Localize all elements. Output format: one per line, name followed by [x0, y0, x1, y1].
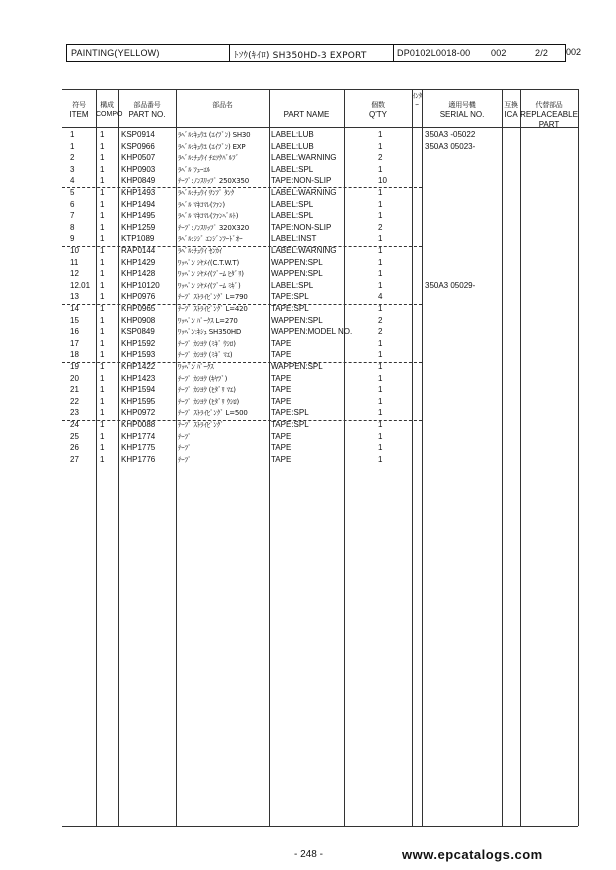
- cell-part-no: KHP0965: [121, 304, 156, 313]
- cell-item: 21: [70, 385, 79, 395]
- cell-qty: 1: [378, 188, 383, 197]
- cell-item: 22: [70, 396, 79, 406]
- cell-item: 5: [70, 188, 75, 197]
- header-model: ﾄｿｳ(ｷｲﾛ) SH350HD-3 EXPORT: [234, 51, 367, 61]
- cell-compo: 1: [100, 130, 105, 139]
- cell-part-name: TAPE: [271, 338, 292, 348]
- cell-item: 2: [70, 153, 75, 163]
- cell-serial: 350A3 -05022: [425, 130, 476, 139]
- cell-part-no: KHP10120: [121, 280, 160, 290]
- cell-compo: 1: [100, 269, 105, 279]
- cell-serial: 350A3 05029-: [425, 280, 476, 290]
- cell-qty: 1: [378, 211, 383, 221]
- cell-part-name: LABEL:WARNING: [271, 153, 337, 163]
- cell-qty: 1: [378, 338, 383, 348]
- cell-part-name: TAPE:SPL: [271, 304, 309, 313]
- colhead-part-no: 部品番号 PART NO.: [128, 101, 166, 119]
- table-top-rule: [62, 89, 578, 90]
- header-doc-no: DP0102L0018-00: [397, 48, 471, 58]
- cell-part-name: TAPE: [271, 373, 292, 383]
- cell-name-jp: ﾃｰﾌﾟ ｶｼﾖｸ (ﾐｷﾞ ｳｼﾛ): [178, 339, 236, 348]
- cell-name-jp: ﾗﾍﾞﾙ:ﾁｭｳｲ ｻﾝﾌﾟ ﾀﾝｸ: [178, 189, 235, 197]
- cell-qty: 1: [378, 257, 383, 267]
- cell-item: 7: [70, 211, 75, 221]
- cell-part-name: TAPE:NON-SLIP: [271, 176, 332, 186]
- header-section: PAINTING(YELLOW): [71, 48, 160, 58]
- col-sep: [269, 89, 270, 826]
- cell-name-jp: ﾗﾍﾞﾙ ﾏｷｺﾏﾚ(ﾌｧﾝ): [178, 200, 225, 209]
- cell-compo: 1: [100, 408, 105, 418]
- cell-name-jp: ﾃｰﾌﾟ: [178, 432, 192, 441]
- cell-name-jp: ﾜｯﾍﾟﾝ:ｷｼｭ SH350HD: [178, 328, 242, 337]
- header-model-cell: [230, 45, 394, 61]
- col-sep: [412, 89, 413, 826]
- cell-item: 11: [70, 257, 79, 267]
- cell-qty: 1: [378, 454, 383, 464]
- cell-compo: 1: [100, 338, 105, 348]
- cell-part-no: KHP1775: [121, 443, 156, 453]
- col-sep: [118, 89, 119, 826]
- cell-part-name: WAPPEN:SPL: [271, 269, 323, 279]
- cell-qty: 2: [378, 153, 383, 163]
- cell-name-jp: ﾗﾍﾞﾙ:ﾁｭｳｲ ｾﾝｶｲ: [178, 247, 222, 255]
- col-sep: [520, 89, 521, 826]
- cell-item: 20: [70, 373, 79, 383]
- cell-part-no: KHP1592: [121, 338, 156, 348]
- cell-compo: 1: [100, 327, 105, 337]
- col-sep: [578, 89, 579, 826]
- cell-name-jp: ﾃｰﾌﾟ: [178, 444, 192, 453]
- cell-name-jp: ﾃｰﾌﾟ: [178, 455, 192, 464]
- cell-part-no: KHP0908: [121, 315, 156, 325]
- colhead-serial: 適用号機 SERIAL NO.: [439, 101, 485, 119]
- cell-part-name: TAPE: [271, 443, 292, 453]
- table-head-rule: [62, 127, 578, 128]
- header-rev: 002: [491, 48, 507, 58]
- cell-qty: 1: [378, 408, 383, 418]
- cell-item: 8: [70, 222, 75, 232]
- cell-part-no: KHP0972: [121, 408, 156, 418]
- header-box: [66, 44, 566, 62]
- cell-name-jp: ﾜｯﾍﾟﾝ ｼﾔﾒｲ(C.T.W.T): [178, 258, 239, 267]
- cell-name-jp: ﾗﾍﾞﾙ:ｷｭｳﾕ (ｴｲﾌﾞﾝ) SH30: [178, 131, 251, 139]
- cell-name-jp: ﾃｰﾌﾟ ｶｼﾖｸ (ｷﾔﾌﾞ): [178, 374, 228, 383]
- cell-qty: 10: [378, 176, 387, 186]
- cell-part-no: RAP0144: [121, 246, 156, 255]
- cell-compo: 1: [100, 373, 105, 383]
- cell-compo: 1: [100, 362, 105, 371]
- cell-name-jp: ﾃｰﾌﾟ:ﾉﾝｽﾘｯﾌﾟ 250X350: [178, 177, 250, 186]
- cell-part-name: TAPE:SPL: [271, 408, 309, 418]
- cell-qty: 1: [378, 269, 383, 279]
- cell-compo: 1: [100, 188, 105, 197]
- colhead-qty: 個数 Q'TY: [369, 101, 387, 119]
- colhead-part-name: PART NAME: [283, 110, 330, 119]
- cell-item: 12.01: [70, 280, 91, 290]
- cell-item: 10: [70, 246, 79, 255]
- cell-part-no: KSP0914: [121, 130, 155, 139]
- cell-item: 12: [70, 269, 79, 279]
- cell-compo: 1: [100, 420, 105, 429]
- cell-part-name: TAPE:SPL: [271, 420, 309, 429]
- cell-name-jp: ﾃｰﾌﾟ ｽﾄﾗｲﾋﾟﾝｸﾞ L=420: [178, 305, 248, 313]
- cell-item: 16: [70, 327, 79, 337]
- cell-item: 24: [70, 420, 79, 429]
- cell-item: 26: [70, 443, 79, 453]
- cell-qty: 1: [378, 373, 383, 383]
- cell-name-jp: ﾜｯﾍﾟﾝ ﾊﾟｰｸｽ: [178, 363, 214, 371]
- cell-name-jp: ﾃｰﾌﾟ ｶｼﾖｸ (ﾐｷﾞ ﾏｴ): [178, 351, 233, 360]
- colhead-replaceable: 代替部品 REPLACEABLE PART: [520, 101, 578, 129]
- cell-compo: 1: [100, 176, 105, 186]
- cell-name-jp: ﾃｰﾌﾟ ｽﾄﾗｲﾋﾟﾝｸﾞ: [178, 421, 224, 429]
- header-side-code: 002: [566, 47, 582, 57]
- cell-part-name: LABEL:INST: [271, 234, 317, 244]
- cell-qty: 1: [378, 396, 383, 406]
- cell-compo: 1: [100, 315, 105, 325]
- cell-name-jp: ﾃｰﾌﾟ ｶｼﾖｸ (ﾋﾀﾞﾘ ﾏｴ): [178, 386, 236, 395]
- cell-qty: 1: [378, 350, 383, 360]
- cell-part-no: KHP0849: [121, 176, 156, 186]
- cell-qty: 1: [378, 304, 383, 313]
- cell-part-name: TAPE: [271, 350, 292, 360]
- cell-compo: 1: [100, 164, 105, 174]
- cell-part-name: WAPPEN:SPL: [271, 257, 323, 267]
- group-separator: [62, 187, 422, 188]
- cell-item: 17: [70, 338, 79, 348]
- cell-compo: 1: [100, 246, 105, 255]
- cell-item: 1: [70, 141, 75, 151]
- cell-qty: 1: [378, 164, 383, 174]
- cell-serial: 350A3 05023-: [425, 141, 476, 151]
- cell-qty: 1: [378, 130, 383, 139]
- cell-part-no: KSP0966: [121, 141, 155, 151]
- cell-name-jp: ﾗﾍﾞﾙ:ｷｭｳﾕ (ｴｲﾌﾞﾝ) EXP: [178, 142, 246, 151]
- col-sep: [422, 89, 423, 826]
- cell-qty: 1: [378, 141, 383, 151]
- cell-name-jp: ﾜｯﾍﾟﾝ ｼﾔﾒｲ(ﾌﾞｰﾑ ﾐｷﾞ): [178, 281, 241, 290]
- cell-item: 3: [70, 164, 75, 174]
- cell-part-name: LABEL:WARNING: [271, 188, 337, 197]
- cell-compo: 1: [100, 443, 105, 453]
- cell-name-jp: ﾜｯﾍﾟﾝ ﾊﾟｰｸｽ L=270: [178, 316, 238, 325]
- cell-name-jp: ﾗﾍﾞﾙ ﾌｭｰｴﾙ: [178, 165, 210, 174]
- cell-part-name: WAPPEN:MODEL NO.: [271, 327, 353, 337]
- cell-item: 18: [70, 350, 79, 360]
- table-bottom-rule: [62, 826, 578, 827]
- cell-compo: 1: [100, 292, 105, 302]
- cell-qty: 1: [378, 385, 383, 395]
- header-doc-cell: [394, 45, 565, 61]
- cell-compo: 1: [100, 350, 105, 360]
- cell-name-jp: ﾗﾍﾞﾙ:ﾁｭｳｲ ﾁｴﾂｸﾊﾞﾙﾌﾞ: [178, 154, 239, 163]
- cell-qty: 1: [378, 420, 383, 429]
- col-sep: [96, 89, 97, 826]
- group-separator: [62, 246, 422, 247]
- cell-item: 25: [70, 431, 79, 441]
- cell-part-no: KHP1594: [121, 385, 156, 395]
- cell-part-no: KHP0088: [121, 420, 156, 429]
- col-sep: [502, 89, 503, 826]
- colhead-compo: 構成 COMPO: [96, 101, 123, 118]
- cell-part-name: LABEL:LUB: [271, 141, 314, 151]
- cell-name-jp: ﾜｯﾍﾟﾝ ｼﾔﾒｲ(ﾌﾞｰﾑ ﾋﾀﾞﾘ): [178, 270, 244, 279]
- cell-part-name: TAPE: [271, 454, 292, 464]
- cell-item: 23: [70, 408, 79, 418]
- cell-part-no: KHP1428: [121, 269, 156, 279]
- cell-item: 15: [70, 315, 79, 325]
- cell-qty: 1: [378, 246, 383, 255]
- cell-part-name: LABEL:SPL: [271, 211, 314, 221]
- cell-part-name: TAPE: [271, 396, 292, 406]
- cell-qty: 2: [378, 222, 383, 232]
- group-separator: [62, 420, 422, 421]
- colhead-name-jp: 部品名: [212, 101, 233, 109]
- cell-compo: 1: [100, 141, 105, 151]
- cell-compo: 1: [100, 153, 105, 163]
- cell-part-no: KHP1429: [121, 257, 156, 267]
- cell-part-name: LABEL:SPL: [271, 164, 314, 174]
- cell-item: 6: [70, 199, 75, 209]
- cell-part-no: KHP1422: [121, 362, 156, 371]
- cell-compo: 1: [100, 222, 105, 232]
- cell-qty: 2: [378, 315, 383, 325]
- cell-part-no: KHP1493: [121, 188, 156, 197]
- cell-compo: 1: [100, 234, 105, 244]
- cell-compo: 1: [100, 454, 105, 464]
- cell-item: 19: [70, 362, 79, 371]
- cell-part-no: KHP1423: [121, 373, 156, 383]
- cell-compo: 1: [100, 211, 105, 221]
- cell-part-name: TAPE:NON-SLIP: [271, 222, 332, 232]
- cell-part-name: LABEL:SPL: [271, 280, 314, 290]
- cell-part-no: KHP1593: [121, 350, 156, 360]
- cell-name-jp: ﾃｰﾌﾟ ｶｼﾖｸ (ﾋﾀﾞﾘ ｳｼﾛ): [178, 397, 240, 406]
- cell-part-name: TAPE: [271, 385, 292, 395]
- cell-part-name: WAPPEN:SPL: [271, 362, 323, 371]
- cell-item: 13: [70, 292, 79, 302]
- cell-part-no: KHP1494: [121, 199, 156, 209]
- cell-item: 9: [70, 234, 75, 244]
- cell-part-no: KHP0903: [121, 164, 156, 174]
- page-number: - 248 -: [294, 849, 323, 860]
- cell-qty: 1: [378, 234, 383, 244]
- col-sep: [344, 89, 345, 826]
- colhead-item: 符号 ITEM: [69, 101, 89, 119]
- cell-part-no: KHP1259: [121, 222, 156, 232]
- cell-part-no: KHP1595: [121, 396, 156, 406]
- cell-part-no: KSP0849: [121, 327, 155, 337]
- cell-part-no: KHP1776: [121, 454, 156, 464]
- cell-part-name: TAPE: [271, 431, 292, 441]
- cell-part-no: KHP1495: [121, 211, 156, 221]
- cell-name-jp: ﾃｰﾌﾟ ｽﾄﾗｲﾋﾟﾝｸﾞ L=790: [178, 293, 248, 302]
- header-section-cell: [67, 45, 230, 61]
- cell-compo: 1: [100, 385, 105, 395]
- cell-item: 1: [70, 130, 75, 139]
- site-watermark: www.epcatalogs.com: [402, 847, 543, 862]
- cell-part-no: KHP1774: [121, 431, 156, 441]
- cell-name-jp: ﾗﾍﾞﾙ ﾏｷｺﾏﾚ(ﾌｧﾝﾍﾞﾙﾄ): [178, 212, 239, 221]
- cell-part-no: KTP1089: [121, 234, 155, 244]
- cell-compo: 1: [100, 431, 105, 441]
- cell-qty: 4: [378, 292, 383, 302]
- cell-item: 27: [70, 454, 79, 464]
- cell-qty: 2: [378, 327, 383, 337]
- colhead-inter: ｲﾝﾀｰ: [412, 92, 422, 109]
- col-sep: [176, 89, 177, 826]
- cell-qty: 1: [378, 431, 383, 441]
- cell-item: 4: [70, 176, 75, 186]
- cell-compo: 1: [100, 257, 105, 267]
- cell-qty: 1: [378, 362, 383, 371]
- header-page: 2/2: [535, 48, 549, 58]
- cell-qty: 1: [378, 443, 383, 453]
- cell-name-jp: ﾃｰﾌﾟ ｽﾄﾗｲﾋﾟﾝｸﾞ L=500: [178, 409, 248, 418]
- cell-part-name: TAPE:SPL: [271, 292, 309, 302]
- cell-part-name: LABEL:WARNING: [271, 246, 337, 255]
- group-separator: [62, 362, 422, 363]
- cell-item: 14: [70, 304, 79, 313]
- colhead-ica: 互換 ICA: [504, 101, 518, 119]
- cell-part-name: WAPPEN:SPL: [271, 315, 323, 325]
- cell-part-no: KHP0507: [121, 153, 156, 163]
- cell-compo: 1: [100, 304, 105, 313]
- cell-compo: 1: [100, 199, 105, 209]
- cell-part-name: LABEL:SPL: [271, 199, 314, 209]
- cell-part-no: KHP0976: [121, 292, 156, 302]
- cell-qty: 1: [378, 280, 383, 290]
- cell-name-jp: ﾃｰﾌﾟ:ﾉﾝｽﾘｯﾌﾟ 320X320: [178, 223, 250, 232]
- cell-qty: 1: [378, 199, 383, 209]
- cell-part-name: LABEL:LUB: [271, 130, 314, 139]
- cell-compo: 1: [100, 396, 105, 406]
- cell-compo: 1: [100, 280, 105, 290]
- cell-name-jp: ﾗﾍﾞﾙ:ｼｼﾞ ｴﾝｼﾞﾝﾌｰﾄﾞｵｰ: [178, 235, 243, 244]
